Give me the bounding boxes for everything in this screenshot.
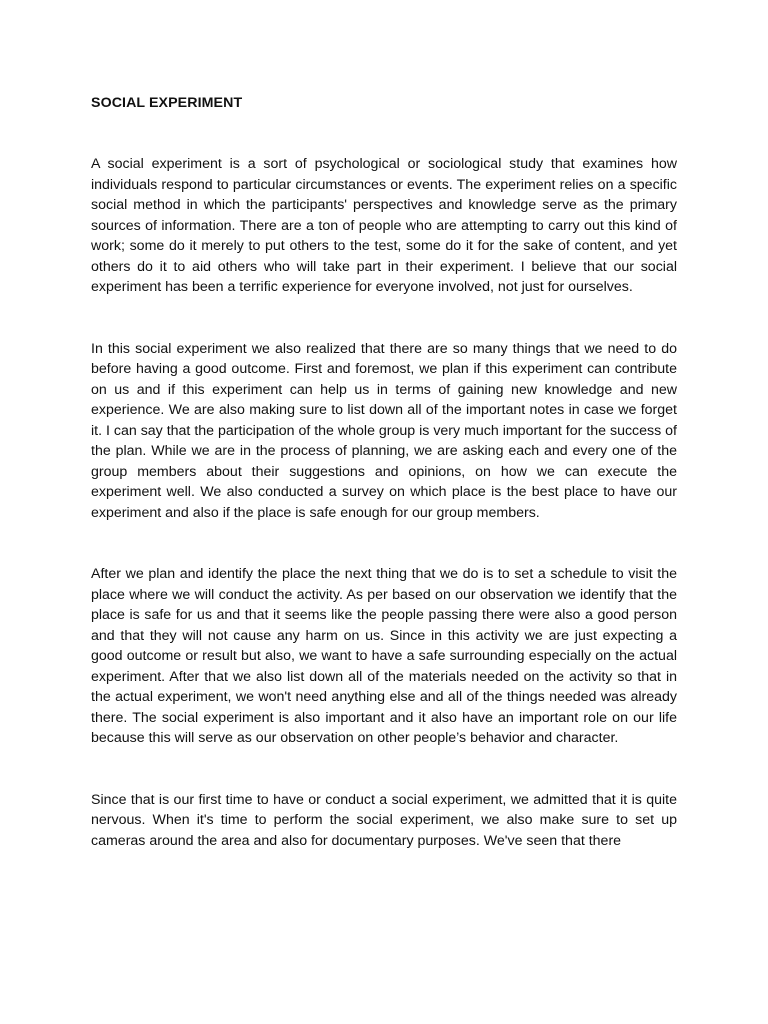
paragraph-2: In this social experiment we also realized that there are so many things that we need to do before having a good outcome. First and foremost, we plan if this experiment can contribute on us and if this experiment can help us in terms of gaining new knowledge and new experience. We are also making sure to list down all of the important notes in case we forget it. I can say that the participation of the whole group is very much important for the success of the plan. While we are in the process of planning, we are asking each and every one of the group members about their suggestions and opinions, on how we can execute the experiment well. We also conducted a survey on which place is the best place to have our experiment and also if the place is safe enough for our group members.: [91, 340, 677, 521]
paragraph-4: Since that is our first time to have or conduct a social experiment, we admitted that it is quite nervous. When it's time to perform the social experiment, we also make sure to set up cameras around the area and also for documentary purposes. We've seen that there: [91, 791, 677, 849]
document-body: [91, 93, 677, 851]
paragraph-1: A social experiment is a sort of psychological or sociological study that examines how individuals respond to particular circumstances or events. The experiment relies on a specific social method in which the participants' perspectives and knowledge serve as the primary sources of information. There are a ton of people who are attempting to carry out this kind of work; some do it merely to put others to the test, some do it for the sake of content, and yet others do it to aid others who will take part in their experiment. I believe that our social experiment has been a terrific experience for everyone involved, not just for ourselves.: [91, 156, 677, 295]
document-title: SOCIAL EXPERIMENT: [91, 95, 243, 111]
paragraph-3: After we plan and identify the place the next thing that we do is to set a schedule to visit the place where we will conduct the activity. As per based on our observation we identify that the place is safe for us and that it seems like the people passing there were also a good person and that they will not cause any harm on us. Since in this activity we are just expecting a good outcome or result but also, we want to have a safe surrounding especially on the actual experiment. After that we also list down all of the materials needed on the activity so that in the actual experiment, we won't need anything else and all of the things needed was already there. The social experiment is also important and it also have an important role on our life because this will serve as our observation on other people’s behavior and character.: [91, 566, 677, 746]
